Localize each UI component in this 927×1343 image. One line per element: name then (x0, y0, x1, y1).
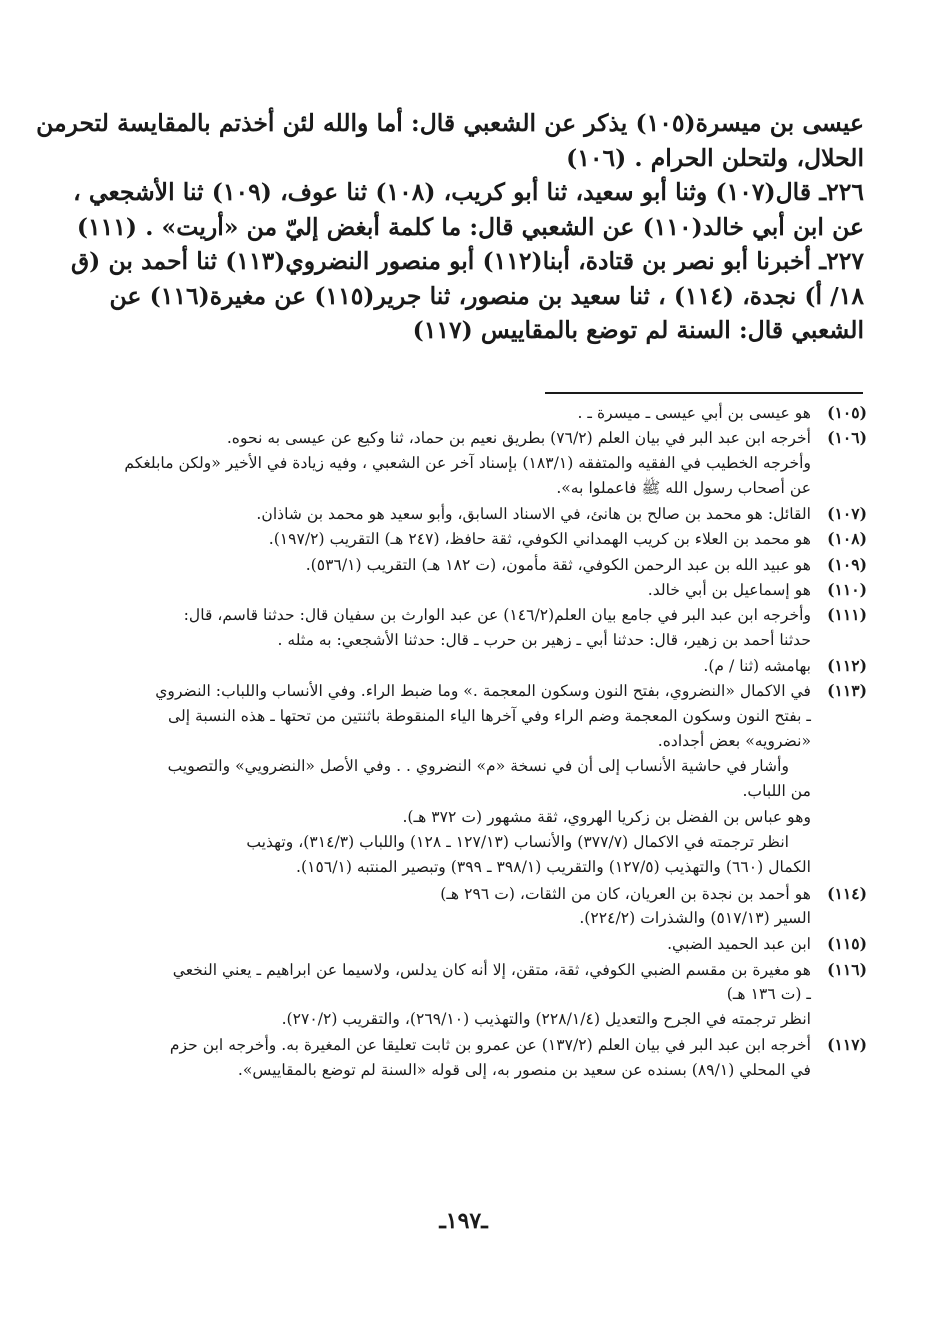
footnote-number: (١٠٩) (827, 554, 867, 574)
footnote-108 (155, 526, 867, 551)
footnote-text: الكمال (٦٦٠) والتهذيب (١٢٧/٥) والتقريب (٣٩٨/١ ـ ٣٩٩) وتبصير المنتبه (١٥٦/١). (296, 858, 811, 877)
footnote-text: ـ (ت ١٣٦ هـ) (726, 984, 811, 1003)
footnote-114 (155, 881, 867, 906)
footnote-text: أخرجه ابن عبد البر في بيان العلم (١٣٧/٢) عن عمرو بن ثابت تعليقا عن المغيرة به. وأخرجه ابن حزم (169, 1036, 811, 1055)
footnote-110 (155, 577, 867, 602)
main-text (36, 106, 864, 348)
footnote-115 (155, 931, 867, 956)
footnote-number: (١١٥) (827, 934, 867, 954)
footnote-text: في الاكمال «النضروي، بفتح النون وسكون المعجمة .» وما ضبط الراء. وفي الأنساب واللباب: النضروي (155, 682, 811, 701)
footnote-116 (155, 957, 867, 982)
main-text-line: عيسى بن ميسرة(١٠٥) يذكر عن الشعبي قال: أما والله لئن أخذتم بالمقايسة لتحرمن (36, 109, 864, 137)
footnote-117-line (155, 1058, 867, 1083)
footnote-text: ـ بفتح النون وسكون المعجمة وضم الراء وفي آخرها الياء المنقوطة باثنتين من تحتها ـ هذه النسبة إلى (167, 706, 811, 725)
footnote-text: في المحلي (٨٩/١) بسنده عن سعيد بن منصور به، إلى قوله «السنة لم توضع بالمقاييس». (237, 1060, 811, 1079)
footnote-109 (155, 552, 867, 577)
footnote-text: هو أحمد بن نجدة بن العريان، كان من الثقات، (ت ٢٩٦ هـ) (440, 884, 811, 903)
footnote-116-line (155, 982, 867, 1007)
footnote-text: هو محمد بن العلاء بن كريب الهمداني الكوفي، ثقة حافظ، (٢٤٧ هـ) التقريب (١٩٧/٢). (268, 530, 811, 549)
footnote-113-line (155, 830, 867, 855)
footnote-106-line (155, 476, 867, 501)
footnote-number: (١٠٥) (827, 403, 867, 422)
footnote-116-line (155, 1007, 867, 1032)
footnote-107 (155, 501, 867, 526)
footnote-106-line (124, 451, 867, 476)
footnote-text: السير (٥١٧/١٣) والشذرات (٢٢٤/٢). (579, 908, 811, 927)
footnote-text: أخرجه ابن عبد البر في بيان العلم (٧٦/٢) بطريق نعيم بن حماد، ثنا وكيع عن عيسى به نحوه. (226, 429, 811, 448)
footnote-text: انظر ترجمته في الجرح والتعديل (٢٢٨/١/٤) والتهذيب (٢٦٩/١٠)، والتقريب (٢٧٠/٢). (281, 1010, 811, 1029)
footnote-number: (١١٧) (827, 1035, 867, 1055)
footnote-113-line (155, 779, 867, 804)
footnote-112 (155, 653, 867, 678)
footnote-text: هو عبيد الله بن عبد الرحمن الكوفي، ثقة مأمون، (ت ١٨٢ هـ) التقريب (٥٣٦/١). (305, 555, 811, 574)
footnote-number: (١٠٧) (827, 504, 867, 524)
main-text-line: ١٨/ أ) نجدة، (١١٤) ، ثنا سعيد بن منصور، ثنا جرير(١١٥) عن مغيرة(١١٦) عن (109, 281, 864, 310)
footnote-114-line (155, 906, 867, 931)
footnote-text: انظر ترجمته في الاكمال (٣٧٧/٧) والأنساب (١٢٧/١٣ ـ ١٢٨) واللباب (٣١٤/٣)، وتهذيب (246, 833, 789, 852)
page-number: ـ١٩٧ـ (439, 1208, 488, 1234)
footnote-text: وأخرجه الخطيب في الفقيه والمتفقه (١٨٣/١) بإسناد آخر عن الشعبي ، وفيه زيادة في الأخير «ولكن مابلغكم (124, 453, 811, 472)
main-text-line: ٢٢٧ـ أخبرنا أبو نصر بن قتادة، أبنا(١١٢) أبو منصور النضروي(١١٣) ثنا أحمد بن (ق (70, 247, 864, 275)
footnote-text: وهو عباس بن الفضل بن زكريا الهروي، ثقة مشهور (ت ٣٧٢ هـ). (402, 807, 811, 826)
footnote-113-line (155, 754, 867, 779)
footnote-number: (١١٤) (827, 883, 867, 903)
main-text-line: الشعبي قال: السنة لم توضع بالمقاييس (١١٧) (412, 316, 864, 344)
footnote-text: عن أصحاب رسول الله ﷺ فاعملوا به». (556, 478, 811, 497)
footnote-117 (155, 1032, 867, 1057)
footnote-number: (١١٣) (827, 681, 867, 701)
footnote-number: (١٠٨) (827, 529, 867, 549)
footnote-111 (155, 602, 867, 627)
footnote-113-line (155, 805, 867, 830)
footnote-text: بهامشه (ثنا / م). (703, 656, 811, 675)
footnote-text: هو عيسى بن أبي عيسى ـ ميسرة ـ . (577, 404, 811, 422)
footnote-number: (١١٠) (827, 580, 867, 600)
footnote-text: هو إسماعيل بن أبي خالد. (647, 581, 811, 600)
footnote-113-line (155, 855, 867, 880)
footnotes (124, 400, 867, 1083)
footnote-separator (545, 392, 863, 394)
footnote-text: وأخرجه ابن عبد البر في جامع بيان العلم(١٤٦/٢) عن عبد الوارث بن سفيان قال: حدثنا قاسم، قال: (183, 606, 811, 625)
main-text-line: الحلال، ولتحلن الحرام . (١٠٦) (566, 143, 864, 172)
footnote-number: (١١٦) (827, 959, 867, 979)
footnote-number: (١١١) (827, 605, 867, 625)
footnote-text: من اللباب. (742, 782, 811, 801)
footnote-text: «نضرويه» بعض أجداده. (657, 731, 811, 750)
footnote-text: ابن عبد الحميد الضبي. (667, 935, 811, 954)
main-text-line: ٢٢٦ـ قال(١٠٧) وثنا أبو سعيد، ثنا أبو كريب، (١٠٨) ثنا عوف، (١٠٩) ثنا الأشجعي ، (73, 178, 864, 206)
footnote-113-line (155, 704, 867, 729)
footnote-105 (155, 400, 867, 425)
footnote-106 (155, 425, 867, 450)
footnote-111-line (155, 628, 867, 653)
footnote-113 (155, 678, 867, 703)
footnote-text: وأشار في حاشية الأنساب إلى أن في نسخة «م» النضروي . . وفي الأصل «النضرويي» والتصويب (167, 757, 789, 776)
footnote-text: هو مغيرة بن مقسم الضبي الكوفي، ثقة، متقن، إلا أنه كان يدلس، ولاسيما عن ابراهيم ـ يعني النخعي (172, 960, 811, 979)
footnote-number: (١٠٦) (827, 428, 867, 448)
footnote-number: (١١٢) (827, 655, 867, 675)
footnote-text: حدثنا أحمد بن زهير، قال: حدثنا أبي ـ زهير بن حرب ـ قال: حدثنا الأشجعي: به مثله . (277, 630, 811, 649)
footnote-113-line (155, 729, 867, 754)
main-text-line: عن ابن أبي خالد(١١٠) عن الشعبي قال: ما كلمة أبغض إليّ من «أريت» . (١١١) (76, 212, 864, 241)
footnote-text: القائل: هو محمد بن صالح بن هانئ، في الاسناد السابق، وأبو سعيد هو محمد بن شاذان. (256, 505, 811, 524)
